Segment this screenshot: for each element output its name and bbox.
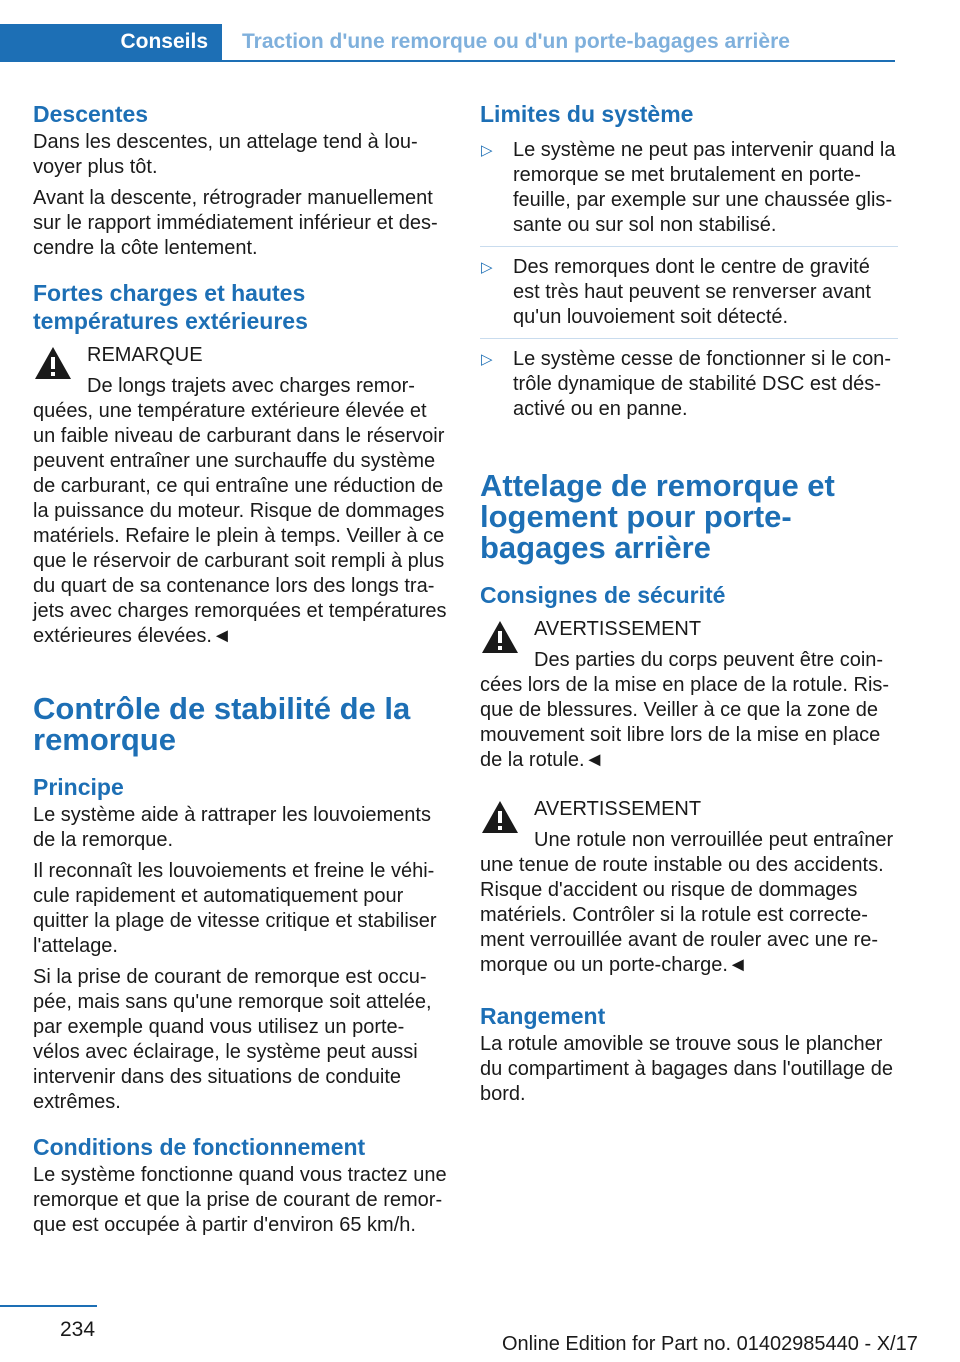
divider — [480, 246, 898, 247]
warning-text: Une rotule non verrouillée peut entraîner une tenue de route instable ou des accidents. Risque d'accident ou risque de dommages matériels. Contrôler si la rotule est correctement verrouillée avant de rouler avec une remorque ou un porte-charge.◄ — [480, 829, 894, 976]
triangle-bullet-icon: ▷ — [481, 142, 493, 159]
section-tab: Conseils — [0, 24, 222, 60]
warning-note — [33, 343, 451, 649]
left-column — [33, 100, 451, 1244]
heading-conditions: Conditions de fonctionnement — [33, 1134, 366, 1160]
footer-divider — [0, 1305, 97, 1307]
warning-label: REMARQUE — [87, 344, 203, 366]
warning-text: Des parties du corps peuvent être coincées lors de la mise en place de la rotule. Risque de blessures. Veiller à ce que la zone de mouvement soit libre lors de la mise en place de la rotule.◄ — [480, 649, 890, 771]
warning-label: AVERTISSEMENT — [534, 798, 702, 820]
heading-consignes: Consignes de sécurité — [480, 582, 726, 608]
paragraph: Avant la descente, rétrograder manuellement sur le rapport immédiatement inférieur et descendre la côte lentement. — [33, 187, 438, 259]
warning-triangle-icon — [480, 799, 520, 835]
warning-label: AVERTISSEMENT — [534, 618, 702, 640]
warning-note — [480, 797, 898, 978]
paragraph: Il reconnaît les louvoiements et freine le véhicule rapidement et automatiquement pour quitter la plage de vitesse critique et stabiliser l'attelage. — [33, 860, 437, 957]
list-item: ▷ Le système cesse de fonctionner si le contrôle dynamique de stabilité DSC est désactivé ou en panne. — [481, 348, 891, 420]
right-column — [480, 100, 898, 1113]
heading-fortes-charges: Fortes charges et hautes températures extérieures — [33, 280, 308, 334]
header-divider — [0, 60, 895, 62]
page-header — [0, 24, 895, 62]
warning-triangle-icon — [33, 345, 73, 381]
paragraph: La rotule amovible se trouve sous le plancher du compartiment à bagages dans l'outillage de bord. — [480, 1033, 893, 1105]
limits-list — [480, 138, 898, 422]
heading-principe: Principe — [33, 774, 124, 800]
heading-attelage: Attelage de remorque et logement pour porte-bagages arrière — [480, 468, 835, 565]
heading-descentes: Descentes — [33, 101, 149, 127]
paragraph: Le système fonctionne quand vous tractez une remorque et que la prise de courant de remorque est occupée à partir d'environ 65 km/h. — [33, 1164, 447, 1236]
paragraph: Dans les descentes, un attelage tend à louvoyer plus tôt. — [33, 131, 418, 178]
warning-text: De longs trajets avec charges remorquées, une température extérieure élevée et un faible niveau de carburant dans le réservoir peuvent entraîner une surchauffe du système de carburant, ce qui entraîne une réduction de la puissance du moteur. Risque de dommages matériels. Refaire le plein à temps. Veiller à ce que le réservoir de carburant soit rempli à plus du quart de sa contenance lors des longs trajets avec charges remorquées et températures extérieures élevées.◄ — [33, 375, 447, 647]
triangle-bullet-icon: ▷ — [481, 351, 493, 368]
divider — [480, 338, 898, 339]
warning-note — [480, 617, 898, 773]
paragraph: Si la prise de courant de remorque est occupée, mais sans qu'une remorque soit attelée, par exemple quand vous utilisez un porte-vélos avec éclairage, le système peut aussi intervenir dans des situations de conduite extrêmes. — [33, 966, 432, 1113]
heading-rangement: Rangement — [480, 1003, 606, 1029]
edition-text: Online Edition for Part no. 01402985440 - X/17 — [502, 1333, 918, 1355]
heading-limites: Limites du système — [480, 101, 694, 127]
warning-triangle-icon — [480, 619, 520, 655]
paragraph: Le système aide à rattraper les louvoiements de la remorque. — [33, 804, 431, 851]
heading-controle-stabilite: Contrôle de stabilité de la remorque — [33, 691, 411, 757]
page-number: 234 — [60, 1318, 96, 1341]
chapter-title: Traction d'une remorque ou d'un porte-bagages arrière — [242, 30, 790, 53]
triangle-bullet-icon: ▷ — [481, 259, 493, 276]
list-item: ▷ Des remorques dont le centre de gravité est très haut peuvent se renverser avant qu'un louvoiement soit détecté. — [481, 256, 871, 328]
list-item: ▷ Le système ne peut pas intervenir quand la remorque se met brutalement en porte-feuille, par exemple sur une chaussée glissante ou sur sol non stabilisé. — [481, 139, 896, 236]
